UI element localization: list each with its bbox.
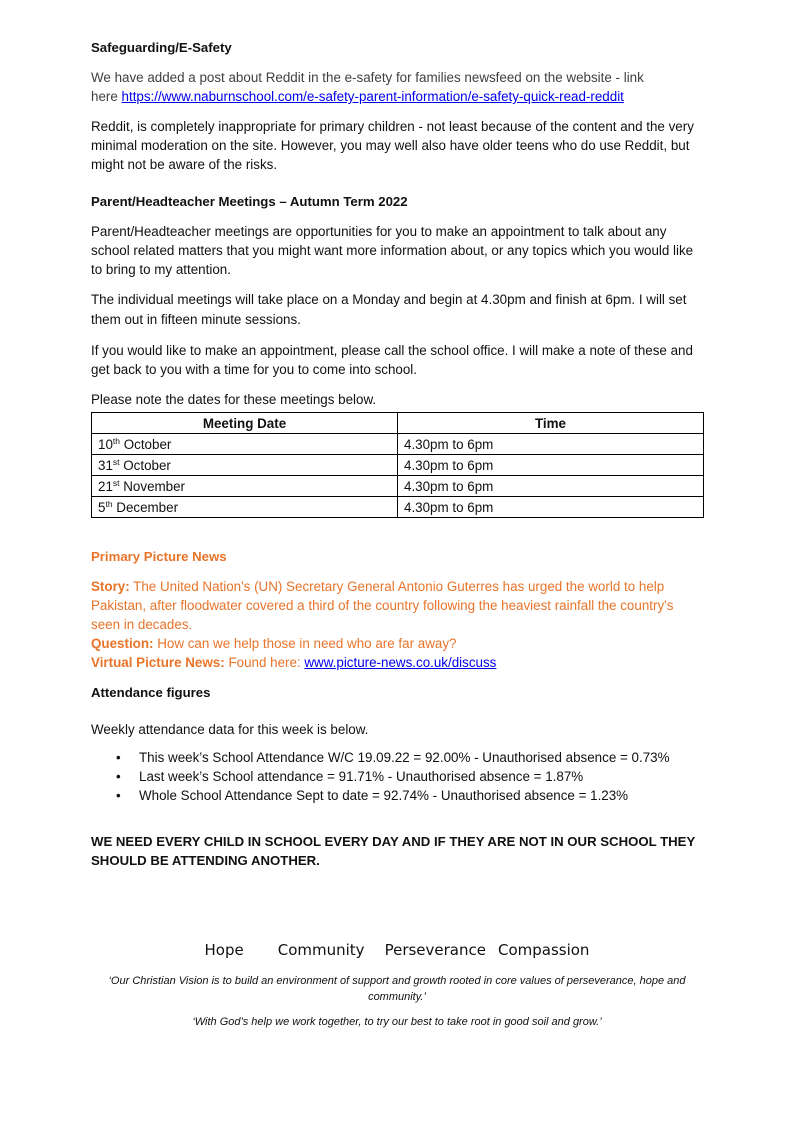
question-label: Question: <box>91 636 154 651</box>
picture-news-question <box>91 634 705 653</box>
meeting-date-cell: 5th December <box>92 497 398 518</box>
meetings-paragraph-3: If you would like to make an appointment, please call the school office. I will make a note of these and get back to you with a time for you to come into school. <box>91 343 693 377</box>
question-text: How can we help those in need who are far away? <box>153 636 457 651</box>
meetings-paragraph-1: Parent/Headteacher meetings are opportunities for you to make an appointment to talk about any school related matters that you might want more information about, or any topics which you would like to bring to my attention. <box>91 224 694 277</box>
column-header-time: Time <box>398 413 704 434</box>
value-community: Community <box>277 941 365 959</box>
table-row <box>92 497 704 518</box>
table-row <box>92 434 704 455</box>
bullet-icon: • <box>116 769 121 784</box>
table-row <box>92 476 704 497</box>
attendance-list <box>91 748 705 805</box>
value-perseverance: Perseverance <box>384 941 486 959</box>
meeting-date-cell: 10th October <box>92 434 398 455</box>
picture-news-link[interactable]: www.picture-news.co.uk/discuss <box>304 655 497 670</box>
attendance-notice: WE NEED EVERY CHILD IN SCHOOL EVERY DAY AND IF THEY ARE NOT IN OUR SCHOOL THEY SHOULD BE ATTENDING ANOTHER. <box>91 834 696 868</box>
picture-news-heading: Primary Picture News <box>91 549 227 564</box>
meeting-time-cell: 4.30pm to 6pm <box>398 476 704 497</box>
safeguarding-intro <box>91 68 705 106</box>
picture-news-story <box>91 577 705 634</box>
christian-vision: ‘Our Christian Vision is to build an environment of support and growth rooted in core values of perseverance, hope and community.’ <box>108 975 686 1003</box>
story-label: Story: <box>91 579 130 594</box>
meeting-date-cell: 31st October <box>92 455 398 476</box>
meeting-dates-table <box>91 412 704 518</box>
attendance-intro: Weekly attendance data for this week is below. <box>91 722 369 737</box>
meeting-time-cell: 4.30pm to 6pm <box>398 497 704 518</box>
meeting-date-cell: 21st November <box>92 476 398 497</box>
page-content <box>91 38 705 870</box>
value-hope: Hope <box>204 941 244 959</box>
school-motto: ‘With God’s help we work together, to try our best to take root in good soil and grow.’ <box>192 1016 602 1028</box>
safeguarding-heading: Safeguarding/E-Safety <box>91 40 232 55</box>
virtual-text: Found here: <box>224 655 305 670</box>
story-text: The United Nation's (UN) Secretary General Antonio Guterres has urged the world to help Pakistan, after floodwater covered a third of the country following the heaviest rainfall the country's seen in decades. <box>91 579 674 632</box>
meetings-heading: Parent/Headteacher Meetings – Autumn Term 2022 <box>91 194 408 209</box>
picture-news-virtual <box>91 653 705 672</box>
virtual-label: Virtual Picture News: <box>91 655 225 670</box>
bullet-icon: • <box>116 788 121 803</box>
bullet-icon: • <box>116 750 121 765</box>
safeguarding-body: Reddit, is completely inappropriate for primary children - not least because of the content and the very minimal moderation on the site. However, you may well also have older teens who do use Reddit, but might not be aware of the risks. <box>91 119 694 172</box>
safeguarding-intro-prefix: here <box>91 89 122 104</box>
list-item: • This week’s School Attendance W/C 19.09.22 = 92.00% - Unauthorised absence = 0.73% <box>116 750 670 765</box>
meetings-paragraph-2: The individual meetings will take place on a Monday and begin at 4.30pm and finish at 6pm. I will set them out in fifteen minute sessions. <box>91 292 687 327</box>
table-header-row <box>92 413 704 434</box>
list-item: • Last week’s School attendance = 91.71% - Unauthorised absence = 1.87% <box>116 769 584 784</box>
reddit-post-link[interactable]: https://www.naburnschool.com/e-safety-parent-information/e-safety-quick-read-reddit <box>121 89 624 104</box>
meeting-time-cell: 4.30pm to 6pm <box>398 455 704 476</box>
core-values <box>0 941 794 959</box>
safeguarding-intro-line1: We have added a post about Reddit in the e-safety for families newsfeed on the website - link <box>91 70 644 85</box>
attendance-heading: Attendance figures <box>91 685 211 700</box>
list-item: • Whole School Attendance Sept to date = 92.74% - Unauthorised absence = 1.23% <box>116 788 629 803</box>
meetings-paragraph-4: Please note the dates for these meetings below. <box>91 392 377 407</box>
meeting-time-cell: 4.30pm to 6pm <box>398 434 704 455</box>
value-compassion: Compassion <box>497 941 590 959</box>
column-header-date: Meeting Date <box>92 413 398 434</box>
table-row <box>92 455 704 476</box>
